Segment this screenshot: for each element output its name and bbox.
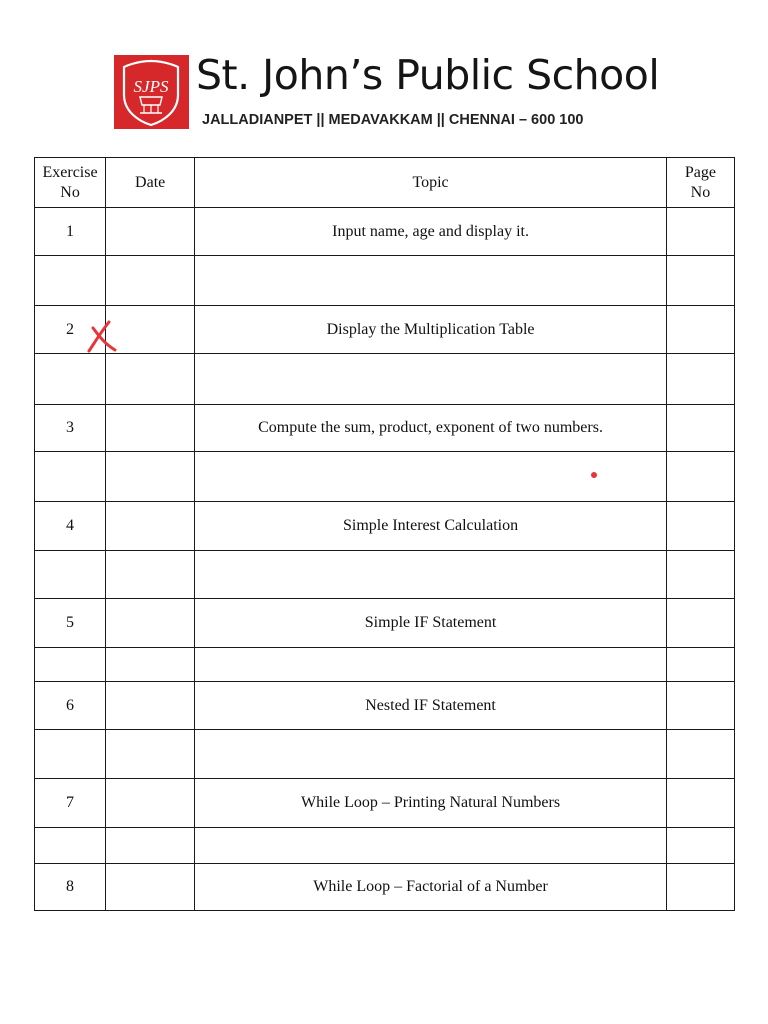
exercise-number: 7 [35, 779, 106, 828]
page-no-cell [666, 779, 734, 828]
exercise-number: 2 [66, 320, 75, 338]
date-cell [106, 405, 195, 452]
header-page-no-line1: Page [684, 163, 716, 181]
page-no-cell [666, 864, 734, 911]
page-no-cell [666, 354, 734, 405]
header-topic: Topic [195, 158, 667, 208]
table-header-row [35, 158, 735, 208]
table-row [35, 306, 735, 354]
table-row [35, 730, 735, 779]
page-no-cell [666, 405, 734, 452]
svg-text:SJPS: SJPS [133, 77, 169, 96]
exercise-number-cell [35, 306, 106, 354]
date-cell [106, 828, 195, 864]
topic-cell: Display the Multiplication Table [195, 306, 667, 354]
page-no-cell [666, 730, 734, 779]
date-cell [106, 730, 195, 779]
header-exercise-no-line1: Exercise [42, 163, 98, 181]
topic-cell: Simple Interest Calculation [195, 502, 667, 551]
red-pen-dot [591, 472, 597, 478]
page-no-cell [666, 682, 734, 730]
date-cell [106, 682, 195, 730]
topic-cell: Nested IF Statement [195, 682, 667, 730]
table-row [35, 828, 735, 864]
table-row [35, 599, 735, 648]
topic-cell: Compute the sum, product, exponent of two numbers. [195, 405, 667, 452]
exercise-number: 5 [35, 599, 106, 648]
exercise-number [35, 828, 106, 864]
date-cell [106, 551, 195, 599]
table-row [35, 551, 735, 599]
page-no-cell [666, 208, 734, 256]
topic-cell: While Loop – Printing Natural Numbers [195, 779, 667, 828]
table-row [35, 502, 735, 551]
exercise-number: 1 [35, 208, 106, 256]
date-cell [106, 599, 195, 648]
topic-cell [195, 256, 667, 306]
topic-cell [195, 551, 667, 599]
table-row [35, 452, 735, 502]
table-row [35, 354, 735, 405]
exercise-number [35, 648, 106, 682]
exercise-index-table [34, 157, 735, 911]
topic-cell [195, 354, 667, 405]
table-row [35, 779, 735, 828]
exercise-number: 4 [35, 502, 106, 551]
table-row [35, 256, 735, 306]
table-row [35, 682, 735, 730]
page-no-cell [666, 502, 734, 551]
table-row [35, 405, 735, 452]
page-no-cell [666, 648, 734, 682]
exercise-number [35, 452, 106, 502]
date-cell [106, 354, 195, 405]
topic-cell [195, 828, 667, 864]
date-cell [106, 779, 195, 828]
exercise-number: 8 [35, 864, 106, 911]
page-no-cell [666, 551, 734, 599]
exercise-number [35, 256, 106, 306]
date-cell [106, 502, 195, 551]
page-no-cell [666, 306, 734, 354]
exercise-number: 6 [35, 682, 106, 730]
exercise-number: 3 [35, 405, 106, 452]
page-no-cell [666, 828, 734, 864]
table-row [35, 864, 735, 911]
header-exercise-no [35, 158, 106, 208]
topic-cell: Input name, age and display it. [195, 208, 667, 256]
topic-cell [195, 730, 667, 779]
table-row [35, 208, 735, 256]
school-address: JALLADIANPET || MEDAVAKKAM || CHENNAI – 600 100 [202, 112, 584, 128]
exercise-number [35, 354, 106, 405]
date-cell [106, 452, 195, 502]
header-page-no-line2: No [690, 183, 711, 201]
school-name: St. John’s Public School [196, 51, 660, 99]
date-cell [106, 208, 195, 256]
header-date: Date [106, 158, 195, 208]
red-cross-mark-icon [85, 320, 121, 354]
page-no-cell [666, 452, 734, 502]
table-row [35, 648, 735, 682]
date-cell [106, 648, 195, 682]
school-logo-icon [114, 55, 189, 129]
school-header [114, 51, 660, 131]
exercise-number [35, 551, 106, 599]
header-exercise-no-line2: No [60, 183, 80, 201]
page-no-cell [666, 256, 734, 306]
header-page-no [666, 158, 734, 208]
date-cell [106, 256, 195, 306]
topic-cell: While Loop – Factorial of a Number [195, 864, 667, 911]
topic-cell [195, 648, 667, 682]
exercise-number [35, 730, 106, 779]
date-cell [106, 864, 195, 911]
topic-cell: Simple IF Statement [195, 599, 667, 648]
page-no-cell [666, 599, 734, 648]
